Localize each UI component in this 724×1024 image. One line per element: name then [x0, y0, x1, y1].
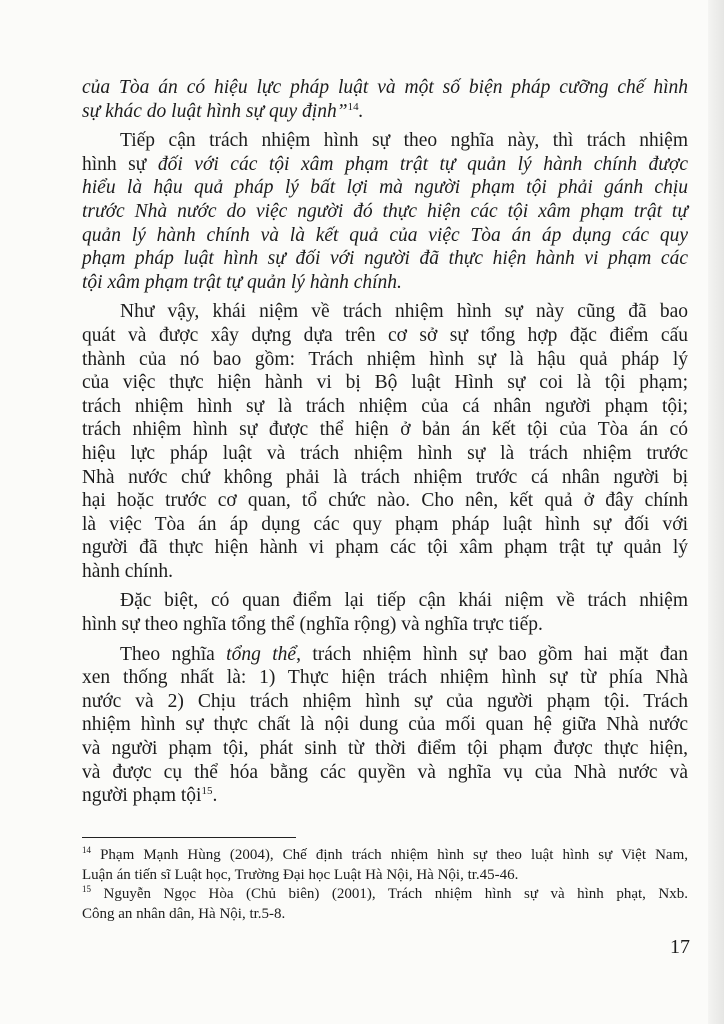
text-run: nước và 2) Chịu trách nhiệm hình sự của người phạm tội. Trách — [82, 690, 688, 712]
text-run: của Tòa án có hiệu lực pháp luật và một số biện pháp cưỡng chế hình — [82, 77, 688, 98]
body-line — [82, 737, 688, 761]
body-line — [82, 761, 688, 785]
body-line — [82, 395, 688, 419]
body-line — [82, 271, 688, 295]
text-run: là việc Tòa án áp dụng các quy phạm pháp luật hình sự đối với — [82, 513, 688, 535]
body-line — [82, 324, 688, 348]
text-run: và được cụ thể hóa bằng các quyền và nghĩa vụ của Nhà nước và — [82, 761, 688, 783]
body-paragraph — [82, 589, 688, 636]
body-line — [82, 466, 688, 490]
body-line — [82, 129, 688, 153]
text-run: sự khác do luật hình sự quy định” — [82, 100, 348, 122]
body-line — [82, 613, 688, 637]
text-run: hiệu lực pháp luật và trách nhiệm hình sự là trách nhiệm trước — [82, 442, 688, 464]
body-line — [82, 200, 688, 224]
footnote-marker: 15 — [201, 785, 213, 798]
text-run: hình sự — [82, 153, 158, 175]
text-run: . — [358, 100, 364, 122]
body-line — [82, 589, 688, 613]
body-paragraph — [82, 643, 688, 808]
body-line — [82, 690, 688, 714]
text-run: của việc thực hiện hành vi bị Bộ luật Hình sự coi là tội phạm; — [82, 372, 688, 394]
text-run: Theo nghĩa — [120, 643, 227, 665]
text-run: xen thống nhất là: 1) Thực hiện trách nhiệm hình sự từ phía Nhà — [82, 667, 688, 689]
text-run: trước Nhà nước do việc người đó thực hiện các tội xâm phạm trật tự — [82, 200, 688, 222]
text-run: trách nhiệm hình sự là trách nhiệm của cá nhân người phạm tội; — [82, 395, 688, 417]
text-run: Nguyễn Ngọc Hòa (Chủ biên) (2001), Trách nhiệm hình sự và hình phạt, Nxb. — [91, 886, 688, 902]
text-run: hình sự theo nghĩa tổng thể (nghĩa rộng) và nghĩa trực tiếp. — [82, 614, 543, 636]
body-line — [82, 153, 688, 177]
body-line — [82, 247, 688, 271]
body-line — [82, 536, 688, 560]
footnote-marker: 15 — [82, 884, 91, 894]
body-line — [82, 418, 688, 442]
body-line — [82, 513, 688, 537]
body-line — [82, 442, 688, 466]
text-run: Đặc biệt, có quan điểm lại tiếp cận khái niệm về trách nhiệm — [120, 590, 688, 612]
footnote-marker: 14 — [347, 100, 359, 113]
text-run: hại hoặc trước cơ quan, tổ chức nào. Cho nên, kết quả ở đây chính — [82, 490, 688, 512]
page-edge-shadow — [708, 0, 724, 1024]
body-line — [82, 76, 688, 100]
text-run: hiểu là hậu quả pháp lý bất lợi mà người phạm tội phải gánh chịu — [82, 177, 688, 199]
page-number: 17 — [670, 936, 690, 958]
footnote-line — [82, 866, 688, 886]
text-run: . — [212, 785, 218, 807]
text-run: quản lý hành chính và là kết quả của việc Tòa án áp dụng các quy — [82, 224, 688, 246]
body-line — [82, 713, 688, 737]
text-run: Luận án tiến sĩ Luật học, Trường Đại học Luật Hà Nội, Hà Nội, tr.45-46. — [82, 866, 519, 883]
footnote-line — [82, 885, 688, 905]
footnote-paragraph — [82, 885, 688, 924]
body-paragraph — [82, 76, 688, 123]
text-run: hành chính. — [82, 560, 173, 582]
body-line — [82, 224, 688, 248]
body-line — [82, 489, 688, 513]
text-run: Tiếp cận trách nhiệm hình sự theo nghĩa này, thì trách nhiệm — [120, 130, 688, 152]
text-run: quát và được xây dựng dựa trên cơ sở sự tổng hợp đặc điểm cấu — [82, 324, 688, 346]
body-line — [82, 643, 688, 667]
body-line — [82, 348, 688, 372]
text-run: người phạm tội — [82, 785, 202, 807]
text-run: thành của nó bao gồm: Trách nhiệm hình sự là hậu quả pháp lý — [82, 348, 688, 370]
text-run: tổng thể — [226, 643, 297, 665]
footnotes — [82, 846, 688, 924]
text-run: và người phạm tội, phát sinh từ thời điểm tội phạm được thực hiện, — [82, 738, 688, 760]
text-run: Phạm Mạnh Hùng (2004), Chế định trách nhiệm hình sự theo luật hình sự Việt Nam, — [91, 847, 688, 863]
footnote-paragraph — [82, 846, 688, 885]
body-line — [82, 176, 688, 200]
body-line — [82, 371, 688, 395]
footnote-separator — [82, 837, 296, 838]
body-line — [82, 560, 688, 584]
body-line — [82, 784, 688, 808]
text-run: trách nhiệm hình sự được thể hiện ở bản án kết tội của Tòa án có — [82, 419, 688, 441]
text-run: nhiệm hình sự thực chất là nội dung của mối quan hệ giữa Nhà nước — [82, 714, 688, 736]
text-run: , trách nhiệm hình sự bao gồm hai mặt đan — [296, 643, 689, 665]
text-run: người đã thực hiện hành vi phạm các tội xâm phạm trật tự quản lý — [82, 537, 688, 559]
body-line — [82, 300, 688, 324]
text-run: Như vậy, khái niệm về trách nhiệm hình sự này cũng đã bao — [120, 301, 688, 323]
text-run: Công an nhân dân, Hà Nội, tr.5-8. — [82, 905, 286, 922]
text-run: tội xâm phạm trật tự quản lý hành chính. — [82, 271, 402, 293]
body-line — [82, 666, 688, 690]
footnote-line — [82, 846, 688, 866]
body-paragraph — [82, 300, 688, 583]
text-run: đối với các tội xâm phạm trật tự quản lý hành chính được — [157, 153, 688, 175]
body-line — [82, 100, 688, 124]
footnote-marker: 14 — [82, 845, 91, 855]
body-text — [82, 76, 688, 814]
text-run: Nhà nước chứ không phải là trách nhiệm trước cá nhân người bị — [82, 466, 688, 488]
body-paragraph — [82, 129, 688, 294]
footnote-line — [82, 905, 688, 925]
text-run: phạm pháp luật hình sự đối với người đã thực hiện hành vi phạm các — [82, 248, 688, 270]
